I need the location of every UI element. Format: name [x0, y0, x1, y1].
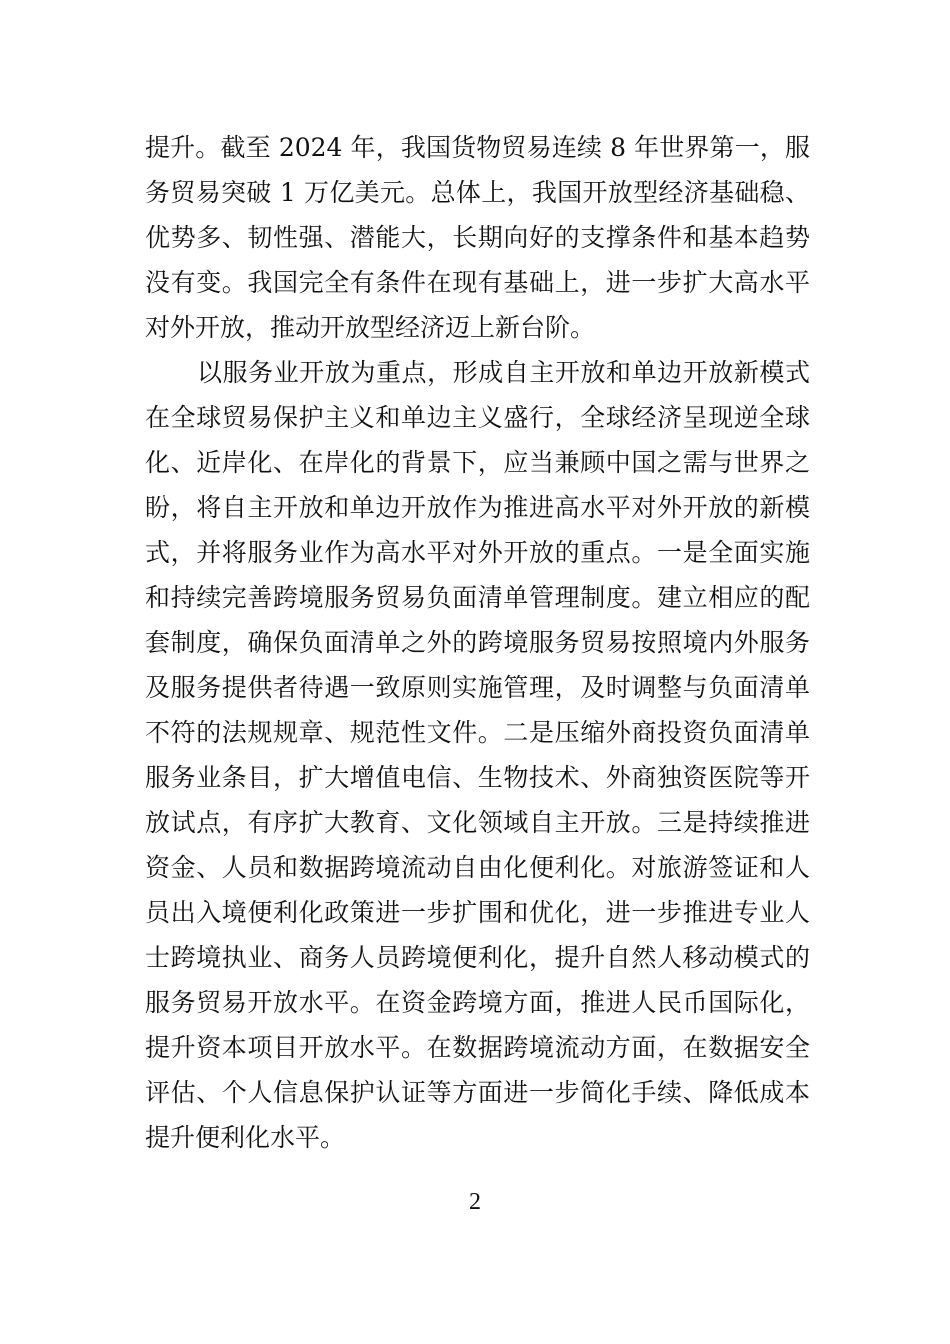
text-line: 及服务提供者待遇一致原则实施管理，及时调整与负面清单 [145, 673, 810, 702]
text-line: 套制度，确保负面清单之外的跨境服务贸易按照境内外服务 [145, 628, 810, 657]
section-heading: 以服务业开放为重点，形成自主开放和单边开放新模式 [197, 358, 810, 387]
text-line: 和持续完善跨境服务贸易负面清单管理制度。建立相应的配 [145, 583, 810, 612]
text-line: 没有变。我国完全有条件在现有基础上，进一步扩大高水平 [145, 268, 810, 297]
text-line: 服务贸易开放水平。在资金跨境方面，推进人民币国际化， [145, 988, 810, 1017]
text-line: 不符的法规规章、规范性文件。二是压缩外商投资负面清单 [145, 718, 810, 747]
text-line: 评估、个人信息保护认证等方面进一步简化手续、降低成本 [145, 1078, 810, 1107]
text-line: 员出入境便利化政策进一步扩围和优化，进一步推进专业人 [145, 898, 810, 927]
text-line: 提升便利化水平。 [145, 1123, 346, 1152]
text-line: 优势多、韧性强、潜能大，长期向好的支撑条件和基本趋势 [145, 223, 810, 252]
text-line: 资金、人员和数据跨境流动自由化便利化。对旅游签证和人 [145, 853, 810, 882]
page-number: 2 [469, 1189, 481, 1215]
text-line: 士跨境执业、商务人员跨境便利化，提升自然人移动模式的 [145, 943, 810, 972]
text-line: 提升。截至 2024 年，我国货物贸易连续 8 年世界第一，服 [145, 133, 810, 162]
text-line: 提升资本项目开放水平。在数据跨境流动方面，在数据安全 [145, 1033, 810, 1062]
text-line: 化、近岸化、在岸化的背景下，应当兼顾中国之需与世界之 [145, 448, 810, 477]
text-line: 式，并将服务业作为高水平对外开放的重点。一是全面实施 [145, 538, 810, 567]
text-line: 务贸易突破 1 万亿美元。总体上，我国开放型经济基础稳、 [145, 178, 810, 207]
text-line: 服务业条目，扩大增值电信、生物技术、外商独资医院等开 [145, 763, 810, 792]
text-line: 放试点，有序扩大教育、文化领域自主开放。三是持续推进 [145, 808, 810, 837]
text-line: 对外开放，推动开放型经济迈上新台阶。 [145, 313, 596, 342]
text-line: 在全球贸易保护主义和单边主义盛行，全球经济呈现逆全球 [145, 403, 810, 432]
text-line: 盼，将自主开放和单边开放作为推进高水平对外开放的新模 [145, 493, 810, 522]
